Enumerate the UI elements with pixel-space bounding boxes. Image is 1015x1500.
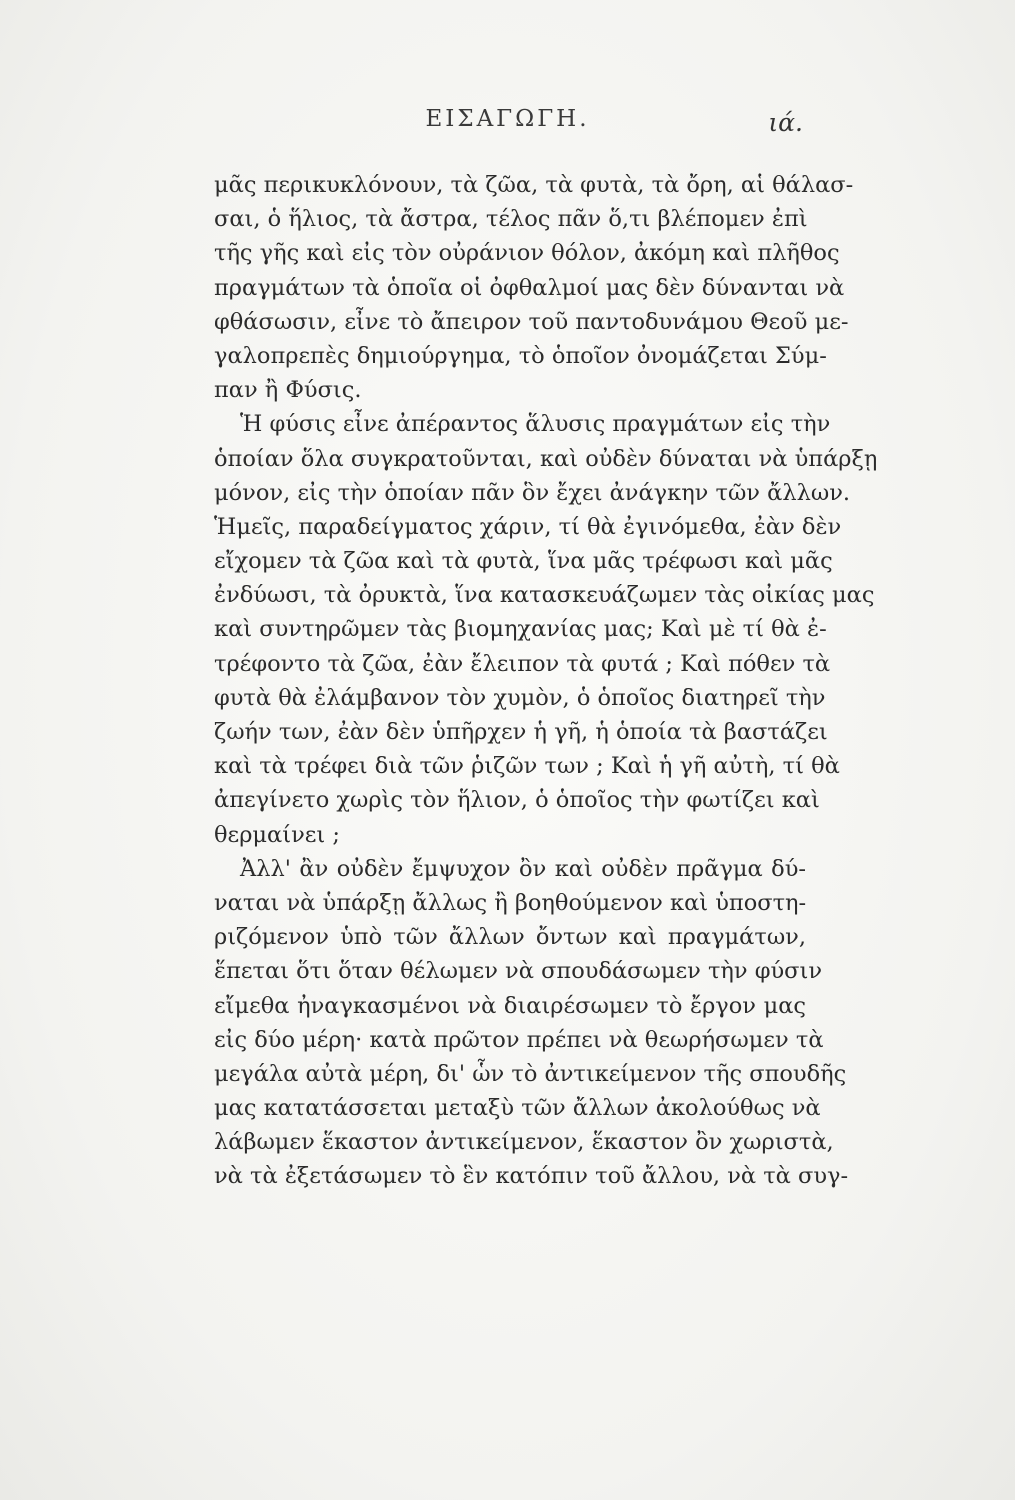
- body-text: [214, 168, 878, 1194]
- text-line: καὶ συντηρῶμεν τὰς βιομηχανίας μας; Καὶ μὲ τί θὰ ἐ-: [214, 616, 827, 643]
- text-line: Ἀλλ' ἂν οὐδὲν ἔμψυχον ὂν καὶ οὐδὲν πρᾶγμα δύ-: [240, 855, 806, 882]
- text-line: τῆς γῆς καὶ εἰς τὸν οὐράνιον θόλον, ἀκόμη καὶ πλῆθος: [214, 240, 840, 267]
- text-line: ἐνδύωσι, τὰ ὀρυκτὰ, ἵνα κατασκευάζωμεν τὰς οἰκίας μας: [214, 582, 875, 609]
- page-number: ιά.: [768, 108, 803, 137]
- text-line: εἴμεθα ἠναγκασμένοι νὰ διαιρέσωμεν τὸ ἔργον μας: [214, 992, 806, 1019]
- text-line: Ἡμεῖς, παραδείγματος χάριν, τί θὰ ἐγινόμεθα, ἐὰν δὲν: [214, 513, 842, 540]
- page-title: ΕΙΣΑΓΩΓΗ.: [425, 106, 590, 132]
- text-line: μᾶς περικυκλόνουν, τὰ ζῶα, τὰ φυτὰ, τὰ ὄρη, αἱ θάλασ-: [214, 172, 854, 198]
- text-line: εἴχομεν τὰ ζῶα καὶ τὰ φυτὰ, ἵνα μᾶς τρέφωσι καὶ μᾶς: [214, 548, 833, 575]
- text-line: πραγμάτων τὰ ὁποῖα οἱ ὀφθαλμοί μας δὲν δύνανται νὰ: [214, 274, 845, 301]
- text-line: νὰ τὰ ἐξετάσωμεν τὸ ἓν κατόπιν τοῦ ἄλλου, νὰ τὰ συγ-: [214, 1163, 849, 1190]
- text-line: ριζόμενον ὑπὸ τῶν ἄλλων ὄντων καὶ πραγμάτων,: [214, 924, 806, 951]
- text-line: θερμαίνει ;: [214, 821, 340, 848]
- text-line: γαλοπρεπὲς δημιούργημα, τὸ ὁποῖον ὀνομάζεται Σύμ-: [214, 342, 827, 369]
- text-line: καὶ τὰ τρέφει διὰ τῶν ῥιζῶν των ; Καὶ ἡ γῆ αὐτὴ, τί θὰ: [214, 753, 840, 780]
- text-line: φθάσωσιν, εἶνε τὸ ἄπειρον τοῦ παντοδυνάμου Θεοῦ με-: [214, 308, 849, 335]
- text-line: φυτὰ θὰ ἐλάμβανον τὸν χυμὸν, ὁ ὁποῖος διατηρεῖ τὴν: [214, 684, 826, 711]
- text-line: ἕπεται ὅτι ὅταν θέλωμεν νὰ σπουδάσωμεν τὴν φύσιν: [214, 958, 823, 985]
- text-line: Ἡ φύσις εἶνε ἀπέραντος ἅλυσις πραγμάτων εἰς τὴν: [240, 411, 831, 438]
- text-line: ναται νὰ ὑπάρξῃ ἄλλως ἢ βοηθούμενον καὶ ὑποστη-: [214, 889, 807, 916]
- text-line: παν ἢ Φύσις.: [214, 377, 362, 404]
- text-line: μόνον, εἰς τὴν ὁποίαν πᾶν ὃν ἔχει ἀνάγκην τῶν ἄλλων.: [214, 479, 851, 506]
- text-line: μεγάλα αὐτὰ μέρη, δι' ὧν τὸ ἀντικείμενον τῆς σπουδῆς: [214, 1060, 847, 1087]
- text-line: ἀπεγίνετο χωρὶς τὸν ἥλιον, ὁ ὁποῖος τὴν φωτίζει καὶ: [214, 787, 820, 814]
- running-head: [0, 100, 1015, 148]
- text-line: εἰς δύο μέρη· κατὰ πρῶτον πρέπει νὰ θεωρήσωμεν τὰ: [214, 1026, 824, 1053]
- text-line: σαι, ὁ ἥλιος, τὰ ἄστρα, τέλος πᾶν ὅ,τι βλέπομεν ἐπὶ: [214, 206, 808, 233]
- text-line: τρέφοντο τὰ ζῶα, ἐὰν ἔλειπον τὰ φυτά ; Καὶ πόθεν τὰ: [214, 650, 831, 677]
- text-line: ζωήν των, ἐὰν δὲν ὑπῆρχεν ἡ γῆ, ἡ ὁποία τὰ βαστάζει: [214, 719, 828, 745]
- text-line: μας κατατάσσεται μεταξὺ τῶν ἄλλων ἀκολούθως νὰ: [214, 1095, 821, 1122]
- text-line: λάβωμεν ἕκαστον ἀντικείμενον, ἕκαστον ὂν χωριστὰ,: [214, 1129, 834, 1156]
- text-line: ὁποίαν ὅλα συγκρατοῦνται, καὶ οὐδὲν δύναται νὰ ὑπάρξῃ: [214, 445, 878, 472]
